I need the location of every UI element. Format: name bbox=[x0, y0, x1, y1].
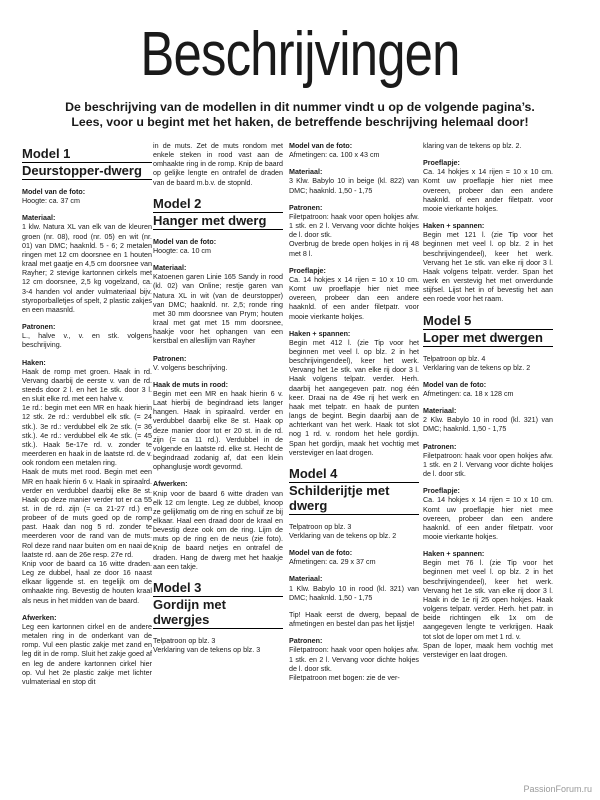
paragraph: Begin met 412 l. (zie Tip voor het beginnen met veel l. op blz. 2 in het beschrijvingendeel), keer het werk. Vervang het 1e stk. van elke rij door 3 l. Haak volgens telpatr. verder. Herh. daarbij het aangegeven patr. nog één keer. Draai na de 49e rij het werk en haak met telpatr. en haak de punten langs de begint. Begin daarbij aan de achterkant van het werk. Haak tot slot nog 1 rd. v. rondom het hele gordijn. Span het gordijn, maak het vochtig met versteviger en laat drogen. bbox=[289, 338, 419, 457]
paragraph: Telpatroon op blz. 3 Verklaring van de tekens op blz. 2 bbox=[289, 522, 397, 540]
section-label: Haak de muts in rood: bbox=[153, 380, 228, 389]
model-number: Model 2 bbox=[153, 196, 283, 213]
model-title: Gordijn met dwergjes bbox=[153, 597, 283, 629]
paragraph: Afmetingen: ca. 29 x 37 cm bbox=[289, 558, 376, 567]
paragraph: Begin met 121 l. (zie Tip voor het beginnen met veel l. op blz. 2 in het beschrijvingendeel), keer het werk. Vervang het 1e stk. van elke rij door 3 l. Haak volgens telpatr. verder. Span het werk en verstevig het met onverdunde stijfsel. Lijst het in of bevestig het aan een roede voor het raam. bbox=[423, 231, 553, 304]
paragraph: Ca. 14 hokjes x 14 rijen = 10 x 10 cm. Komt uw proeflapje hier niet mee overeen, probeer dan een andere haaknld. of een ander filetpatr. voor mooie vierkante hokjes. bbox=[289, 275, 419, 321]
section-label: Patronen: bbox=[289, 203, 323, 212]
section-label: Materiaal: bbox=[423, 407, 457, 416]
section-label: Model van de foto: bbox=[153, 237, 217, 246]
paragraph: Filetpatroon: haak voor open hokjes afw. 1 stk. en 2 l. Vervang voor dichte hokjes de l. door stk. Filetpatroon met bogen: zie de ver- bbox=[289, 646, 419, 682]
section-label: Proeflapje: bbox=[423, 487, 460, 496]
section-label: Proeflapje: bbox=[423, 159, 460, 168]
paragraph: 1 klw. Natura XL van elk van de kleuren groen (nr. 08), rood (nr. 05) en wit (nr. 01) van DMC; haaknld. 5 - 6; 2 metalen ringen met 12 cm doorsnee en 1 houten kraal met gaatje en 4,5 cm doorsnee van Rayher; 2 stevige kartonnen cirkels met 12 cm doorsnee, 2,5 kg vogelzand, ca. 3-4 handen vol ander vulmateriaal bijv. styroporballetjes of spelt, 2 plastic zakjes en een maasnld. bbox=[22, 223, 152, 314]
model-5-header bbox=[423, 313, 553, 347]
paragraph: Telpatroon op blz. 3 Verklaring van de tekens op blz. 3 bbox=[153, 636, 261, 655]
intro-text bbox=[30, 100, 570, 130]
model-3-header bbox=[153, 580, 283, 629]
section-label: Materiaal: bbox=[289, 575, 323, 584]
section-label: Patronen: bbox=[289, 637, 323, 646]
section-label: Haken: bbox=[22, 358, 46, 367]
model-title: Schilderijtje met dwerg bbox=[289, 483, 419, 515]
paragraph: Afmetingen: ca. 100 x 43 cm bbox=[289, 151, 380, 160]
paragraph: 2 Klw. Babylo 10 in rood (kl. 321) van DMC; haaknld. 1,50 - 1,75 bbox=[423, 416, 553, 434]
model-title: Hanger met dwerg bbox=[153, 213, 283, 230]
paragraph: Afmetingen: ca. 18 x 128 cm bbox=[423, 389, 514, 398]
intro-line-1: De beschrijving van de modellen in dit nummer vindt u op de volgende pagina’s. bbox=[65, 100, 535, 114]
paragraph: in de muts. Zet de muts rondom met enkele steken in rood vast aan de omhaakte ring in de romp. Knip de baard op gelijke lengte en ontrafel de draden van de baard m.b.v. de stopnld. bbox=[153, 142, 283, 187]
section-label: Proeflapje: bbox=[289, 266, 326, 275]
section-label: Model van de foto: bbox=[289, 549, 353, 558]
paragraph: Haak de romp met groen. Haak in rd. Vervang daarbij de eerste v. van de rd. steeds door 2 l. en het 1e stk. door 3 l. en sluit elke rd. met een halve v. 1e rd.: begin met een MR en haak hierin 12 stk. 2e rd.: verdubbel elk stk. (= 24 stk.). 3e rd.: verdubbel elk 2e stk. (= 36 stk.). 4e rd.: verdubbel elk 4e stk. (= 45 stk.). Haak 5e-17e rd. v. zonder te meerderen en haak in de laatste rd. de v. ook rondom een metalen ring. Haak de muts met rood. Begin met een MR en haak hierin 6 v. Haak in spiraalrd. verder en verdubbel daarbij elke 8e st. Haak op deze manier verder tot er ca 55 st. in de rd. zijn (= ca 21-27 rd.) en probeer of de muts goed op de romp past. Haak dan nog 5 rd. zonder te meerderen voor de rand van de muts. Rol deze rand naar buiten om en naai de laatste rd. aan de 26e resp. 27e rd. Knip voor de baard ca 16 witte draden. Leg ze dubbel, haal ze door 16 naast elkaar liggende st. en tegelijk om de omhaakte ring. Bevestig de houten kraal als neus in het midden van de baard. bbox=[22, 367, 152, 605]
section-label: Haken + spannen: bbox=[423, 550, 485, 559]
section-label: Patronen: bbox=[423, 442, 457, 451]
section-label: Model van de foto: bbox=[289, 142, 353, 150]
section-label: Afwerken: bbox=[153, 480, 188, 489]
model-title: Deurstopper-dwerg bbox=[22, 163, 152, 180]
section-label: Materiaal: bbox=[289, 168, 323, 177]
paragraph: V. volgens beschrijving. bbox=[153, 363, 228, 372]
section-label: Afwerken: bbox=[22, 613, 57, 622]
paragraph: Hoogte: ca. 37 cm bbox=[22, 197, 80, 206]
model-1-header bbox=[22, 146, 152, 180]
paragraph: Filetpatroon: haak voor open hokjes afw. 1 stk. en 2 l. Vervang voor dichte hokjes de l. door stk. Overbrug de brede open hokjes in rij 48 met 8 l. bbox=[289, 212, 419, 258]
section-label: Patronen: bbox=[153, 354, 187, 363]
section-label: Model van de foto: bbox=[22, 188, 86, 196]
section-label: Materiaal: bbox=[153, 264, 187, 273]
page-title: Beschrijvingen bbox=[140, 20, 460, 89]
paragraph: klaring van de tekens op blz. 2. bbox=[423, 142, 522, 150]
model-number: Model 5 bbox=[423, 313, 553, 330]
model-2-header bbox=[153, 196, 283, 230]
column-1 bbox=[22, 142, 152, 695]
tip-paragraph: Tip! Haak eerst de dwerg, bepaal de afmetingen en bestel dan pas het lijstje! bbox=[289, 610, 419, 629]
section-label: Haken + spannen: bbox=[423, 222, 485, 231]
paragraph: Filetpatroon: haak voor open hokjes afw. 1 stk. en 2 l. Vervang voor dichte hokjes de l. door stk. bbox=[423, 451, 553, 479]
paragraph: Begin met 76 l. (zie Tip voor het beginnen met veel l. op blz. 2 in het beschrijvingendeel), keer het werk. Vervang het 1e stk. van elke rij door 3 l. Haak in de 1e rij 25 open hokjes. Haak volgens telpatr. verder. Herh. het patr. in beide richtingen elk 1x om de aangegeven lengte te verkrijgen. Haak tot slot de loper om met 1 rd. v. Span de loper, maak hem vochtig met versteviger en laat drogen. bbox=[423, 559, 553, 659]
intro-line-2: Lees, voor u begint met het haken, de betreffende beschrijving helemaal door! bbox=[71, 115, 529, 129]
paragraph: 3 Klw. Babylo 10 in beige (kl. 822) van DMC; haaknld. 1,50 - 1,75 bbox=[289, 177, 419, 195]
model-number: Model 4 bbox=[289, 466, 419, 483]
paragraph: Telpatroon op blz. 4 Verklaring van de tekens op blz. 2 bbox=[423, 354, 531, 372]
paragraph: Knip voor de baard 6 witte draden van elk 12 cm lengte. Leg ze dubbel, knoop ze gelijkmatig om de ring en schuif ze bij elkaar. Haal een draad door de kraal en bevestig deze ook om de ring. Lijm de muts op de ring en de neus (zie foto). Knip de baard netjes en ontrafel de draden. Hang de dwerg met het haakje aan een takje. bbox=[153, 489, 283, 571]
paragraph: 1 Klw. Babylo 10 in rood (kl. 321) van DMC; haaknld. 1,50 - 1,75 bbox=[289, 584, 419, 602]
column-2 bbox=[153, 142, 283, 663]
paragraph: Ca. 14 hokjes x 14 rijen = 10 x 10 cm. Komt uw proeflapje hier niet mee overeen, probeer dan een andere haaknld. of een ander filetpatr. voor mooie vierkante hokjes. bbox=[423, 168, 553, 213]
column-4 bbox=[423, 142, 553, 668]
model-number: Model 3 bbox=[153, 580, 283, 597]
section-label: Materiaal: bbox=[22, 214, 56, 223]
model-4-header bbox=[289, 466, 419, 515]
paragraph: Ca. 14 hokjes x 14 rijen = 10 x 10 cm. Komt uw proeflapje hier niet mee overeen, probeer dan een andere haaknld. of een ander filetpatr. voor mooie vierkante hokjes. bbox=[423, 496, 553, 541]
model-title: Loper met dwergen bbox=[423, 330, 553, 347]
paragraph: Begin met een MR en haak hierin 6 v. Laat hierbij de begindraad iets langer hangen. Haak in spiraalrd. verder en verdubbel daarbij elke 8e st. Haak op deze manier door tot er 20 st. in de rd. zijn (= ca 11 rd.). Verdubbel in de volgende en laatste rd. elke st. Hecht de begindraad zodanig af, dat een klein ophanglusje wordt gevormd. bbox=[153, 389, 283, 472]
paragraph: Katoenen garen Linie 165 Sandy in rood (kl. 02) van Online; restje garen van Natura XL in wit (van de deurstopper) van DMC; haaknld. nr. 2,5; ronde ring met 30 mm doorsnee van Prym; houten kraal met gat met 15 mm doorsnee, haakje voor het ophangen van een kerstbal en allesllijm van Rayher bbox=[153, 273, 283, 346]
section-label: Patronen: bbox=[22, 323, 56, 332]
section-label: Haken + spannen: bbox=[289, 329, 351, 338]
column-3 bbox=[289, 142, 419, 691]
paragraph: Leg een kartonnen cirkel en de andere metalen ring in de onderkant van de romp. Vul een plastic zakje met zand en leg dit in de romp. Sluit het zakje goed af en leg de andere kartonnen cirkel hier op. Vul het 2e plastic zakje met lichter vulmateriaal en stop dit bbox=[22, 622, 152, 686]
paragraph: L., halve v., v. en stk. volgens beschrijving. bbox=[22, 332, 152, 350]
section-label: Model van de foto: bbox=[423, 380, 487, 389]
watermark: PassionForum.ru bbox=[523, 784, 592, 794]
paragraph: Hoogte: ca. 10 cm bbox=[153, 246, 211, 255]
model-number: Model 1 bbox=[22, 146, 152, 163]
